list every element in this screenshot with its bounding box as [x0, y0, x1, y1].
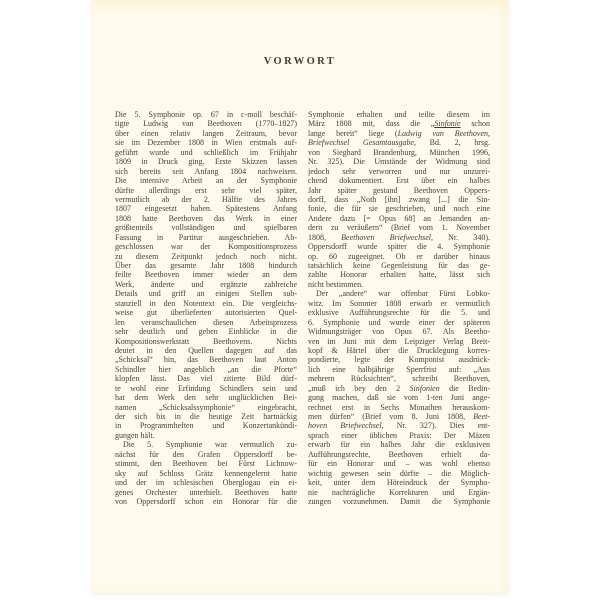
text-line: und der im schlesischen Oberglogau ein ei-: [115, 478, 297, 488]
text-line: wichtig gewesen sein dürfte – die Möglich-: [308, 468, 490, 478]
text-line: lange bereit“ liege (Ludwig van Beethoven,: [308, 128, 490, 138]
text-line: rechnet erst in Sechs Monathen herauskom-: [308, 402, 490, 412]
text-line: für ein Honorar und – was wohl ebenso: [308, 459, 490, 469]
text-line: keit, unter dem Höreindruck der Sympho-: [308, 478, 490, 488]
text-line: nicht bestimmen.: [308, 279, 364, 289]
text-line: sky auf Schloss Grätz kennengelernt hatte: [115, 468, 297, 478]
text-line: chend dokumentiert. Erst über ein halbes: [308, 176, 490, 186]
text-line: fonie, die für sie geschrieben, und noch eine: [308, 204, 490, 214]
text-line: genes Orchester unterhielt. Beethoven hatte: [115, 487, 297, 497]
text-line: op. 60 zugeeignet. Ob er darüber hinaus: [308, 251, 490, 261]
text-line: Symphonie erhalten und teilte diesem im: [308, 110, 490, 119]
text-line: witz. Im Sommer 1808 erwarb er vermutlich: [308, 298, 490, 308]
text-line: vermutlich ab der 2. Hälfte des Jahres: [115, 194, 297, 204]
text-line: dürfte allerdings erst sehr viel später,: [115, 185, 297, 195]
text-line: nie nachträgliche Korrekturen und Ergän-: [308, 487, 490, 497]
text-line: geschlossen war der Kompositionsprozess: [115, 242, 297, 252]
text-line: sehr deutlich und geben Einblicke in die: [115, 327, 297, 337]
text-line: März 1808 mit, dass die „Sinfonie schon: [308, 119, 490, 129]
text-line: exklusive Aufführungsrechte für die 5. und: [308, 308, 490, 318]
text-line: 1809 in Druck ging. Erste Skizzen lassen: [115, 157, 297, 167]
text-line: stimmt, den Beethoven bei Fürst Lichnow-: [115, 459, 297, 469]
text-line: größtenteils vollständigen und spielbaren: [115, 223, 297, 233]
text-line: „muß ich bey den 2 Sinfonien die Bedin-: [308, 383, 490, 393]
text-line: tatsächlich keine Gegenleistung für das ge-: [308, 261, 490, 270]
text-line: in Programmheften und Konzertankündi-: [115, 421, 297, 431]
text-line: namen „Schicksalssymphonie“ eingebracht,: [115, 402, 297, 412]
text-line: nächst für den Grafen Oppersdorff be-: [115, 449, 297, 459]
text-line: dorff, dass „Noth [ihn] zwang [...] die Sin-: [308, 194, 490, 204]
text-line: über einen relativ langen Zeitraum, bevor: [115, 128, 297, 138]
page-title: VORWORT: [263, 56, 337, 67]
text-line: Fassung in Partitur ausgeschrieben. Ab-: [115, 232, 297, 242]
text-line: Die 5. Symphonie op. 67 in c-moll beschäf-: [115, 110, 297, 119]
text-line: 6. Symphonie und wurde einer der späteren: [308, 317, 490, 327]
text-line: erwarb für ein halbes Jahr die exklusiven: [308, 440, 490, 450]
preface-text-block: [115, 110, 490, 506]
text-line: von Oppersdorff schon ein Honorar für die: [115, 496, 297, 506]
left-text-column: [115, 110, 297, 506]
right-text-column: [308, 110, 490, 506]
text-line: Die 5. Symphonie war vermutlich zu-: [123, 440, 297, 450]
text-line: Widmungsträger von Opus 67. Als Beetho-: [308, 327, 490, 337]
text-line: sie im Dezember 1808 in Wien erstmals auf-: [115, 138, 297, 148]
text-line: Oppersdorff wurde später die 4. Symphonie: [308, 242, 490, 252]
text-line: hoven Briefwechsel, Nr. 327). Dies ent-: [308, 421, 490, 431]
text-line: ven im Juni mit dem Leipziger Verlag Breit-: [308, 336, 490, 346]
text-line: 1808, Beethoven Briefwechsel, Nr. 340).: [308, 232, 490, 242]
book-page: [92, 0, 508, 593]
text-line: Der „andere“ war offenbar Fürst Lobko-: [316, 289, 490, 299]
text-line: dern zu veräußern“ (Brief vom 1. November: [308, 223, 490, 233]
text-line: Aufführungsrechte, Beethoven erhielt da-: [308, 449, 490, 459]
text-line: te wohl eine Erfindung Schindlers sein und: [115, 383, 297, 393]
text-line: Werk, änderte und ergänzte zahlreiche: [115, 279, 297, 289]
text-line: lich eine halbjährige Sperrfrist auf: „Aus: [308, 364, 490, 374]
text-line: 1807 eingesetzt haben. Spätestens Anfang: [115, 204, 297, 214]
text-line: mehrern Rücksichten“, schreibt Beethoven,: [308, 374, 490, 384]
text-line: Über das gesamte Jahr 1808 hindurch: [115, 261, 297, 270]
text-line: sich bereits seit Anfang 1804 nachweisen.: [115, 166, 297, 176]
text-line: von Sieghard Brandenburg, München 1996,: [308, 147, 490, 157]
text-line: tigte Ludwig van Beethoven (1770–1827): [115, 119, 297, 129]
text-line: Briefwechsel Gesamtausgabe, Bd. 2, hrsg.: [308, 138, 490, 148]
text-line: kopf & Härtel über die Drucklegung korres-: [308, 345, 490, 355]
text-line: pondierte, legte der Komponist ausdrück-: [308, 355, 490, 365]
text-line: Jahr später gestand Beethoven Oppers-: [308, 185, 490, 195]
text-line: gung machen, daß sie vom 1-ten Juni ange-: [308, 393, 490, 403]
text-line: Details und griff an einigen Stellen sub-: [115, 289, 297, 299]
text-line: weise gut überlieferten autorisierten Quel-: [115, 308, 297, 318]
text-line: Kompositionswerkstatt Beethovens. Nichts: [115, 336, 297, 346]
text-line: 1808 hatte Beethoven das Werk in einer: [115, 213, 297, 223]
text-line: der sich bis in die heutige Zeit hartnäckig: [115, 412, 297, 421]
text-line: hat dem Werk den sehr unglücklichen Bei-: [115, 393, 297, 403]
text-line: zu diesem Zeitpunkt jedoch noch nicht.: [115, 251, 297, 261]
text-line: len veranschaulichen diesen Arbeitsprozess: [115, 317, 297, 327]
text-line: gungen hält.: [115, 430, 155, 440]
text-line: Andere dazu [= Opus 68] an Jemanden an-: [308, 213, 490, 223]
text-line: klopfen lässt. Das viel zitierte Bild dürf-: [115, 374, 297, 384]
text-line: Die intensive Arbeit an der Symphonie: [115, 176, 297, 186]
text-line: men dürfen“ (Brief vom 8. Juni 1808, Beet-: [308, 412, 490, 421]
text-line: „Schicksal“ hin, das Beethoven laut Anton: [115, 355, 297, 365]
text-line: zungen vorzunehmen. Damit die Symphonie: [308, 496, 490, 506]
text-line: geführt wurde und schließlich im Frühjahr: [115, 147, 297, 157]
text-line: stanziell in den Notentext ein. Die vergleichs-: [115, 298, 297, 308]
text-line: feilte Beethoven immer wieder an dem: [115, 270, 297, 280]
text-line: jedoch sehr verworren und nur unzurei-: [308, 166, 490, 176]
text-line: deutet in den Quellen dagegen auf das: [115, 345, 297, 355]
text-line: sprach einer üblichen Praxis: Der Mäzen: [308, 430, 490, 440]
text-line: Schindler hier angeblich „an die Pforte“: [115, 364, 297, 374]
text-line: Nr. 325). Die Umstände der Widmung sind: [308, 157, 490, 167]
text-line: zahlte Honorar erhalten hatte, lässt sich: [308, 270, 490, 280]
